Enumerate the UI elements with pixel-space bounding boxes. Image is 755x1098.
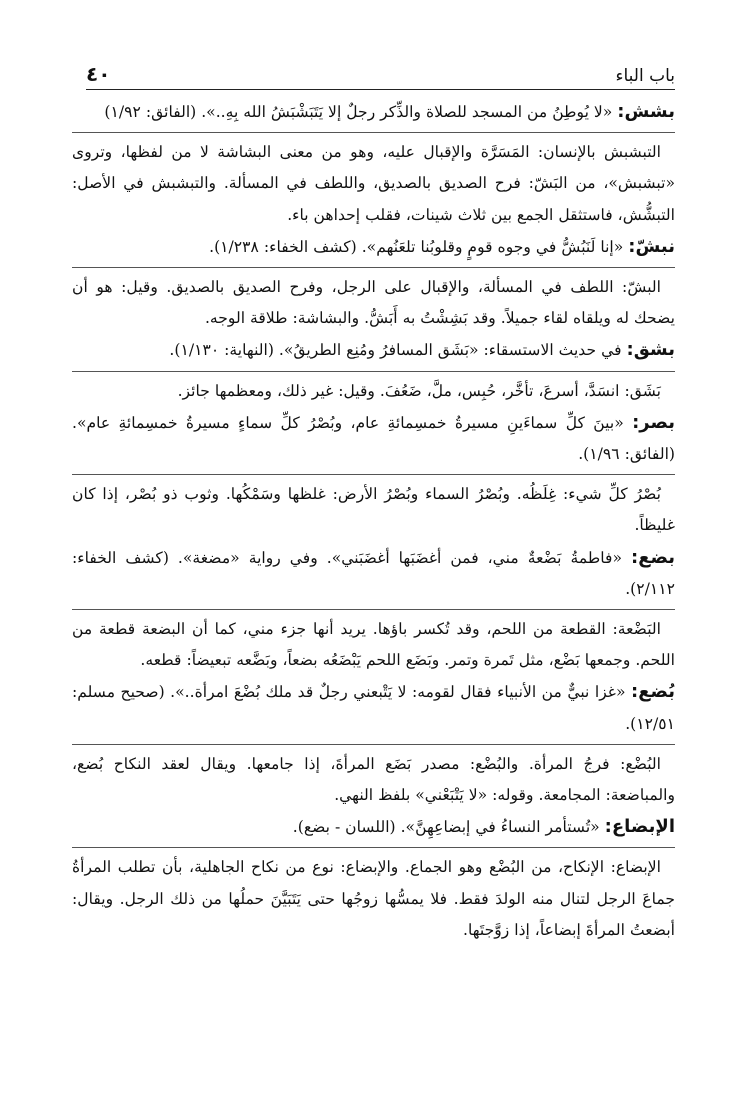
citation-text: «تُستأمر النساءُ في إبضاعِهِنَّ». (اللسان - بضع).	[292, 818, 600, 837]
hadith-citation	[72, 676, 675, 739]
citation-text: «فاطمةُ بَضْعةٌ مني، فمن أغضَبَها أغضَبَني». وفي رواية «مضغة». (كشف الخفاء: ٢/١١٢).	[72, 548, 675, 598]
hadith-citation	[72, 542, 675, 605]
divider	[72, 132, 675, 133]
definition-text: الإبضاع: الإنكاح، من البُضْع وهو الجماع. والإبضاع: نوع من نكاح الجاهلية، بأن تطلب المرأةُ جماعَ الرجل لتنال منه الولدَ فقط. فلا يمسُّها زوجُها حتى يَتَبَيَّنَ حملُها من ذلك الرجل. ويقال: أبضعتُ المرأةَ إبضاعاً، إذا زوَّجتَها.	[72, 858, 675, 939]
citation-text: «لا يُوطِنُ من المسجد للصلاة والذِّكر رجلٌ إلا يَتَبَشْبَشُ الله بِهِ..». (الفائق: ١/٩٢)	[104, 103, 613, 121]
page-number: ٤٠	[86, 62, 111, 86]
hadith-citation	[72, 334, 675, 366]
hadith-citation	[72, 811, 675, 843]
hadith-citation	[72, 407, 675, 470]
definition-text: بُصْرُ كلِّ شيء: غِلَظُه. وبُصْرُ السماء وبُصْرُ الأرض: غلظها وسَمْكُها. وثوب ذو بُصْر، إذا كان غليظاً.	[72, 485, 675, 535]
divider	[72, 847, 675, 848]
entry-nbsh	[72, 231, 675, 335]
entry-ibda	[72, 811, 675, 946]
chapter-title: باب الباء	[615, 66, 675, 86]
definition-text: البَضْعة: القطعة من اللحم، وقد تُكسر باؤها. يريد أنها جزء مني، كما أن البضعة قطعة من اللحم. وجمعها بَضْع، مثل تَمرة وتمر. وبَضَع اللحم يَبْضَعُه بضعاً، وبَضَّعه تبعيضاً: قطعه.	[72, 620, 675, 670]
headword: بشق:	[626, 339, 675, 361]
divider	[72, 371, 675, 372]
citation-text: «بينَ كلِّ سماءَينِ مسيرةُ خمسِمائةِ عام، وبُصْرُ كلِّ سماءٍ مسيرةُ خمسِمائةِ عام». (الفائق: ١/٩٦).	[72, 413, 675, 464]
entry-bd-a	[72, 542, 675, 677]
headword: الإبضاع:	[604, 816, 675, 838]
citation-text: «إنا لَنَبُشُّ في وجوه قومٍ وقلوبُنا تلعَنُهم». (كشف الخفاء: ١/٢٣٨).	[209, 237, 624, 256]
entry-bsr	[72, 407, 675, 542]
definition-text: التبشبش بالإنسان: المَسَرَّة والإقبال عليه، وهو من معنى البشاشة لا من لفظها، وتروى «تبشبش»، من البَشّ: فرح الصديق بالصديق، واللطف في المسألة. والتبشبش في الأصل: التبشُّش، فاستثقل الجمع بين ثلاث شينات، فقلب إحداهن باء.	[72, 143, 675, 224]
running-header	[86, 58, 675, 90]
page-body	[72, 96, 675, 946]
headword: بصر:	[632, 411, 675, 433]
entry-bshq	[72, 334, 675, 406]
entry-bud-a	[72, 676, 675, 811]
entry-bshsh	[72, 96, 675, 231]
citation-text: «غزا نبيٌّ من الأنبياء فقال لقومه: لا يَتْبعني رجلٌ قد ملك بُضْعَ امرأة..». (صحيح مسلم: ١٢/٥١).	[72, 683, 675, 733]
definition-text: البُضْع: فرجُ المرأة. والبُضْع: مصدر بَضَع المرأةَ، إذا جامعها. ويقال لعقد النكاح بُضع، والمباضعة: المجامعة. وقوله: «لا يَتْبَعْني» بلفظ النهي.	[72, 754, 675, 805]
headword: بُضع:	[631, 681, 675, 703]
headword: بضع:	[631, 546, 675, 568]
definition-text: البشّ: اللطف في المسألة، والإقبال على الرجل، وفرح الصديق بالصديق. وقيل: هو أن يضحك له ويلقاه لقاء جميلاً. وقد بَشِشْتُ به أَبَشُّ. والبشاشة: طلاقة الوجه.	[72, 278, 675, 328]
citation-text: في حديث الاستسقاء: «بَشَق المسافرُ ومُنِع الطريقُ». (النهاية: ١/١٣٠).	[169, 341, 622, 360]
divider	[72, 744, 675, 745]
hadith-citation	[72, 96, 675, 128]
divider	[72, 267, 675, 268]
headword: نبشّ:	[628, 235, 675, 257]
divider	[72, 609, 675, 610]
definition-text: بَشَق: انسَدَّ، أسرعَ، تأخَّر، حُبِس، ملَّ، ضَعُفَ. وقيل: غير ذلك، ومعظمها جائز.	[177, 381, 661, 400]
hadith-citation	[72, 231, 675, 263]
headword: بشش:	[617, 101, 675, 122]
divider	[72, 474, 675, 475]
